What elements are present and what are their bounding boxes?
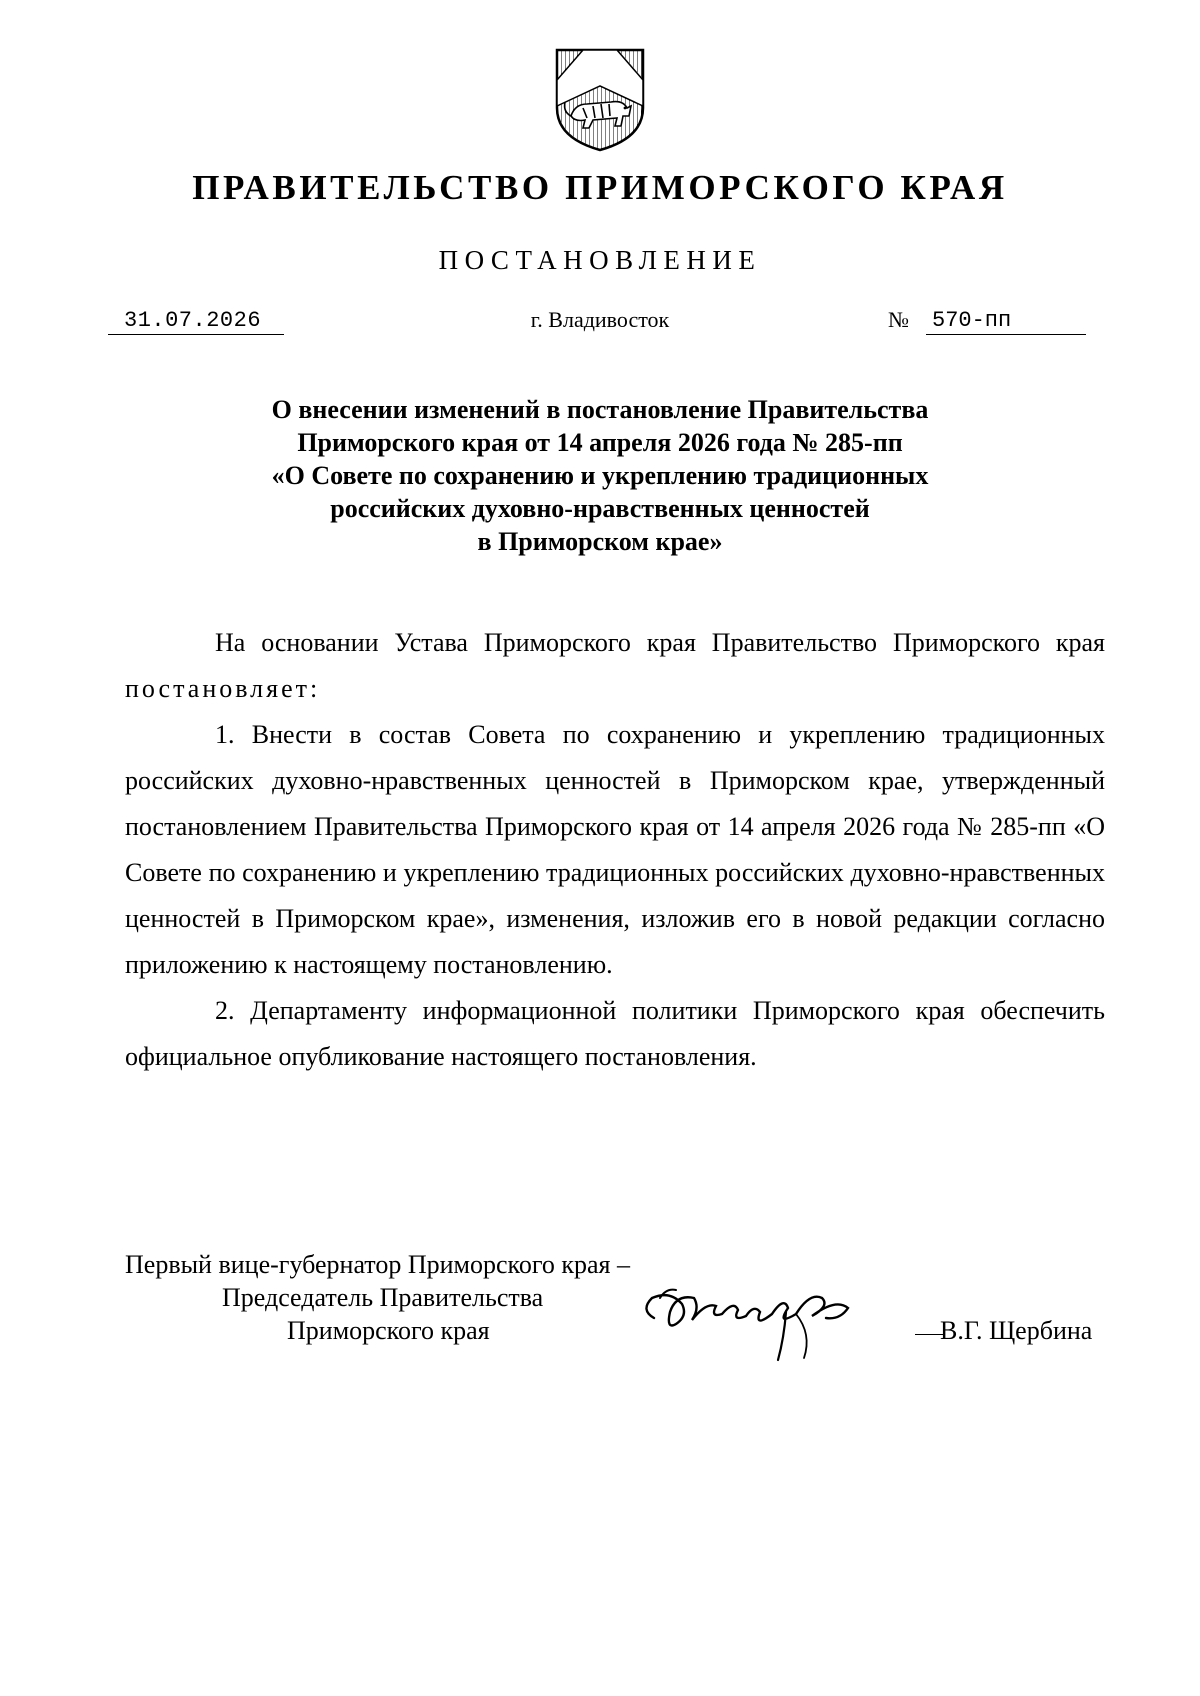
document-date: 31.07.2026: [124, 308, 262, 333]
government-name: ПРАВИТЕЛЬСТВО ПРИМОРСКОГО КРАЯ: [192, 168, 1008, 207]
title-line: в Приморском крае»: [477, 527, 723, 556]
signature-dash: [915, 1334, 943, 1335]
handwritten-signature-icon: [636, 1268, 908, 1364]
document-city: г. Владивосток: [530, 307, 670, 332]
document-body: [125, 620, 1105, 1080]
title-line: Приморского края от 14 апреля 2026 года № 285-пп: [297, 428, 903, 457]
preamble-paragraph: [125, 620, 1105, 712]
number-underline: [926, 334, 1086, 335]
item-1-paragraph: 1. Внести в состав Совета по сохранению и укреплению традиционных российских духовно-нравственных ценностей в Приморском крае, утвержденный постановлением Правительства Приморского края от 14 апреля 2026 года № 285-пп «О Совете по сохранению и укреплению традиционных российских духовно-нравственных ценностей в Приморском крае», изменения, изложив его в новой редакции согласно приложению к настоящему постановлению.: [125, 720, 1105, 979]
preamble-text: На основании Устава Приморского края Правительство Приморского края: [215, 628, 1105, 657]
coat-of-arms-icon: [553, 46, 647, 154]
signatory-name: В.Г. Щербина: [940, 1316, 1093, 1345]
document-number: 570-пп: [932, 308, 1012, 333]
decree-word: постановляет:: [125, 674, 321, 703]
document-title: [0, 393, 1200, 558]
date-underline: [108, 334, 284, 335]
number-sign: №: [888, 307, 909, 332]
signatory-position-line-3: Приморского края: [287, 1316, 490, 1345]
title-line: российских духовно-нравственных ценностей: [330, 494, 870, 523]
item-2-paragraph: 2. Департаменту информационной политики Приморского края обеспечить официальное опубликование настоящего постановления.: [125, 996, 1105, 1071]
signatory-position-line-1: Первый вице-губернатор Приморского края –: [125, 1250, 630, 1279]
signatory-position-line-2: Председатель Правительства: [222, 1283, 544, 1312]
title-line: «О Совете по сохранению и укреплению традиционных: [271, 461, 929, 490]
title-line: О внесении изменений в постановление Правительства: [271, 395, 929, 424]
document-type: ПОСТАНОВЛЕНИЕ: [438, 245, 762, 275]
